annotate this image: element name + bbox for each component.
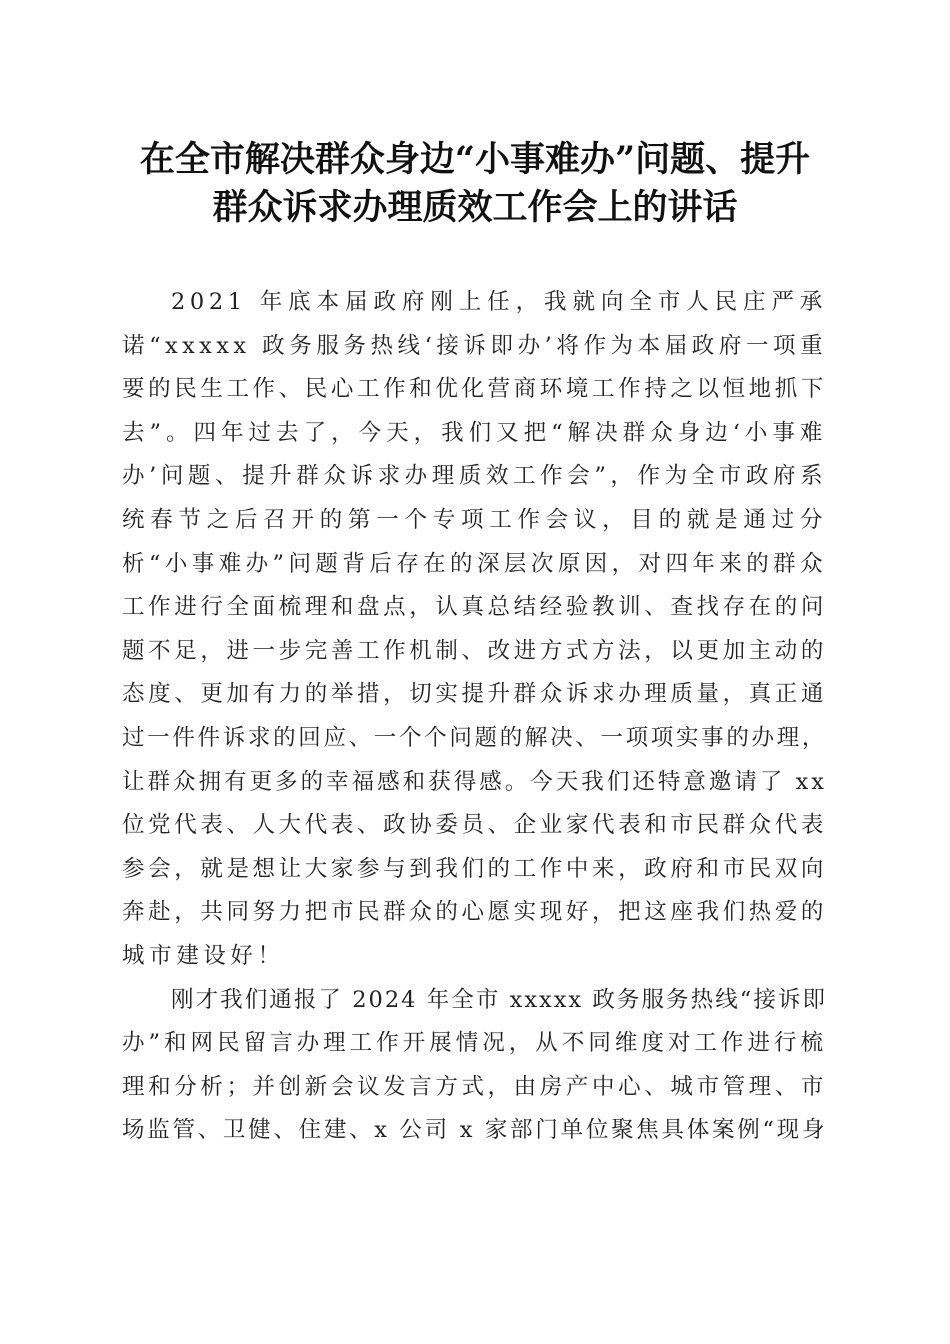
paragraph-line: 统春节之后召开的第一个专项工作会议，目的就是通过分 (122, 506, 827, 533)
paragraph-line: 刚才我们通报了 2024 年全市 xxxxx 政务服务热线“接诉即 (171, 986, 827, 1013)
paragraph-line: 城市建设好！ (122, 942, 285, 969)
paragraph-line: 析“小事难办”问题背后存在的深层次原因，对四年来的群众 (122, 550, 827, 577)
paragraph-line: 题不足，进一步完善工作机制、改进方式方法，以更加主动的 (122, 637, 827, 664)
paragraph-line: 态度、更加有力的举措，切实提升群众诉求办理质量，真正通 (122, 681, 827, 708)
paragraph-line: 参会，就是想让大家参与到我们的工作中来，政府和市民双向 (122, 855, 827, 882)
paragraph-line: 理和分析；并创新会议发言方式，由房产中心、城市管理、市 (122, 1073, 827, 1100)
paragraph-1 (122, 281, 827, 979)
paragraph-2 (122, 979, 827, 1153)
paragraph-line: 2021 年底本届政府刚上任，我就向全市人民庄严承 (171, 289, 827, 315)
paragraph-line: 让群众拥有更多的幸福感和获得感。今天我们还特意邀请了 xx (122, 768, 827, 795)
title-line: 在全市解决群众身边“小事难办”问题、提升 (139, 139, 811, 180)
document-title (100, 136, 850, 232)
paragraph-line: 办”和网民留言办理工作开展情况，从不同维度对工作进行梳 (122, 1030, 827, 1057)
paragraph-line: 位党代表、人大代表、政协委员、企业家代表和市民群众代表 (122, 812, 827, 839)
paragraph-line: 场监管、卫健、住建、x 公司 x 家部门单位聚焦具体案例“现身 (122, 1117, 827, 1144)
document-body (122, 281, 827, 1153)
paragraph-line: 奔赴，共同努力把市民群众的心愿实现好，把这座我们热爱的 (122, 899, 827, 926)
paragraph-line: 办’问题、提升群众诉求办理质效工作会”，作为全市政府系 (122, 463, 827, 490)
paragraph-line: 工作进行全面梳理和盘点，认真总结经验教训、查找存在的问 (122, 594, 827, 621)
paragraph-line: 要的民生工作、民心工作和优化营商环境工作持之以恒地抓下 (122, 376, 827, 403)
paragraph-line: 诺“xxxxx 政务服务热线‘接诉即办’将作为本届政府一项重 (122, 332, 827, 359)
title-line: 群众诉求办理质效工作会上的讲话 (212, 187, 738, 228)
paragraph-line: 去”。四年过去了，今天，我们又把“解决群众身边‘小事难 (122, 419, 827, 446)
paragraph-line: 过一件件诉求的回应、一个个问题的解决、一项项实事的办理， (122, 724, 827, 751)
